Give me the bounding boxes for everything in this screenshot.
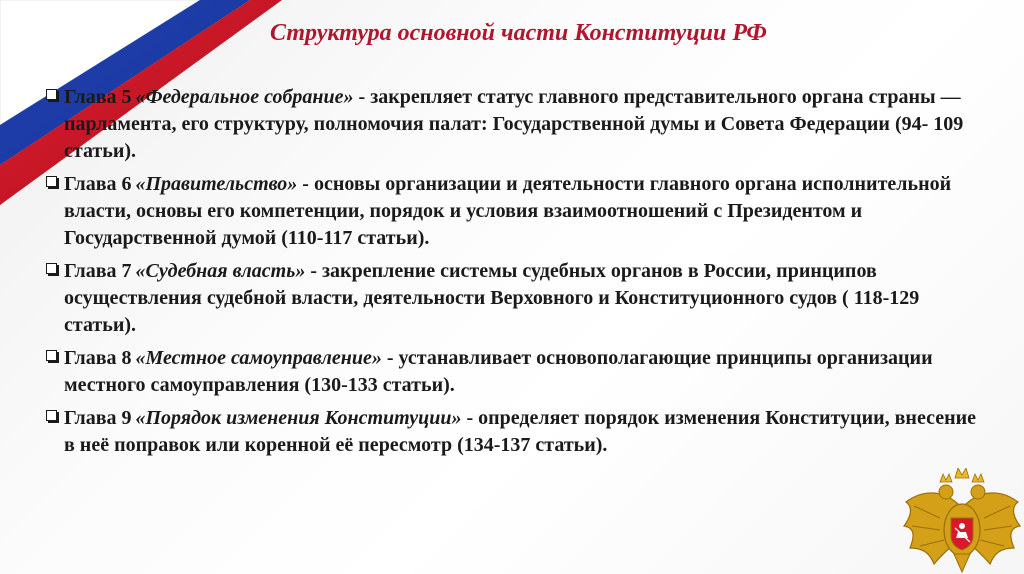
hollow-square-bullet-icon [46, 263, 57, 274]
chapter-description: - закрепление системы судебных органов в России, принципов осуществления судебной власти, деятельности Верховного и Конституционного судов ( 118-129 статьи). [64, 260, 920, 336]
chapter-number: Глава 5 [64, 86, 132, 108]
coat-of-arms-emblem-icon [900, 468, 1024, 574]
chapter-description: - закрепляет статус главного представительного органа страны — парламента, его структуру, полномочия палат: Государственной думы и Совета Федерации (94- 109 статьи). [64, 86, 964, 162]
list-item [46, 405, 976, 459]
list-item [46, 84, 976, 165]
chapter-description: - устанавливает основополагающие принципы организации местного самоуправления (130-133 статьи). [64, 347, 933, 396]
chapter-number: Глава 7 [64, 260, 132, 282]
chapter-name: «Порядок изменения Конституции» [135, 407, 462, 429]
hollow-square-bullet-icon [46, 350, 57, 361]
chapter-description: - основы организации и деятельности главного органа исполнительной власти, основы его компетенции, порядок и условия взаимоотношений с Президентом и Государственной думой (110-117 статьи). [64, 173, 952, 249]
hollow-square-bullet-icon [46, 89, 57, 100]
chapters-list [46, 84, 976, 465]
chapter-name: «Местное самоуправление» [135, 347, 382, 369]
list-item [46, 171, 976, 252]
page-title: Структура основной части Конституции РФ [270, 20, 767, 46]
list-item [46, 345, 976, 399]
chapter-name: «Правительство» [135, 173, 298, 195]
chapter-name: «Судебная власть» [135, 260, 306, 282]
chapter-description: - определяет порядок изменения Конституции, внесение в неё поправок или коренной её пересмотр (134-137 статьи). [64, 407, 976, 456]
chapter-name: «Федеральное собрание» [135, 86, 354, 108]
chapter-number: Глава 6 [64, 173, 132, 195]
list-item [46, 258, 976, 339]
hollow-square-bullet-icon [46, 410, 57, 421]
chapter-number: Глава 8 [64, 347, 132, 369]
hollow-square-bullet-icon [46, 176, 57, 187]
chapter-number: Глава 9 [64, 407, 132, 429]
